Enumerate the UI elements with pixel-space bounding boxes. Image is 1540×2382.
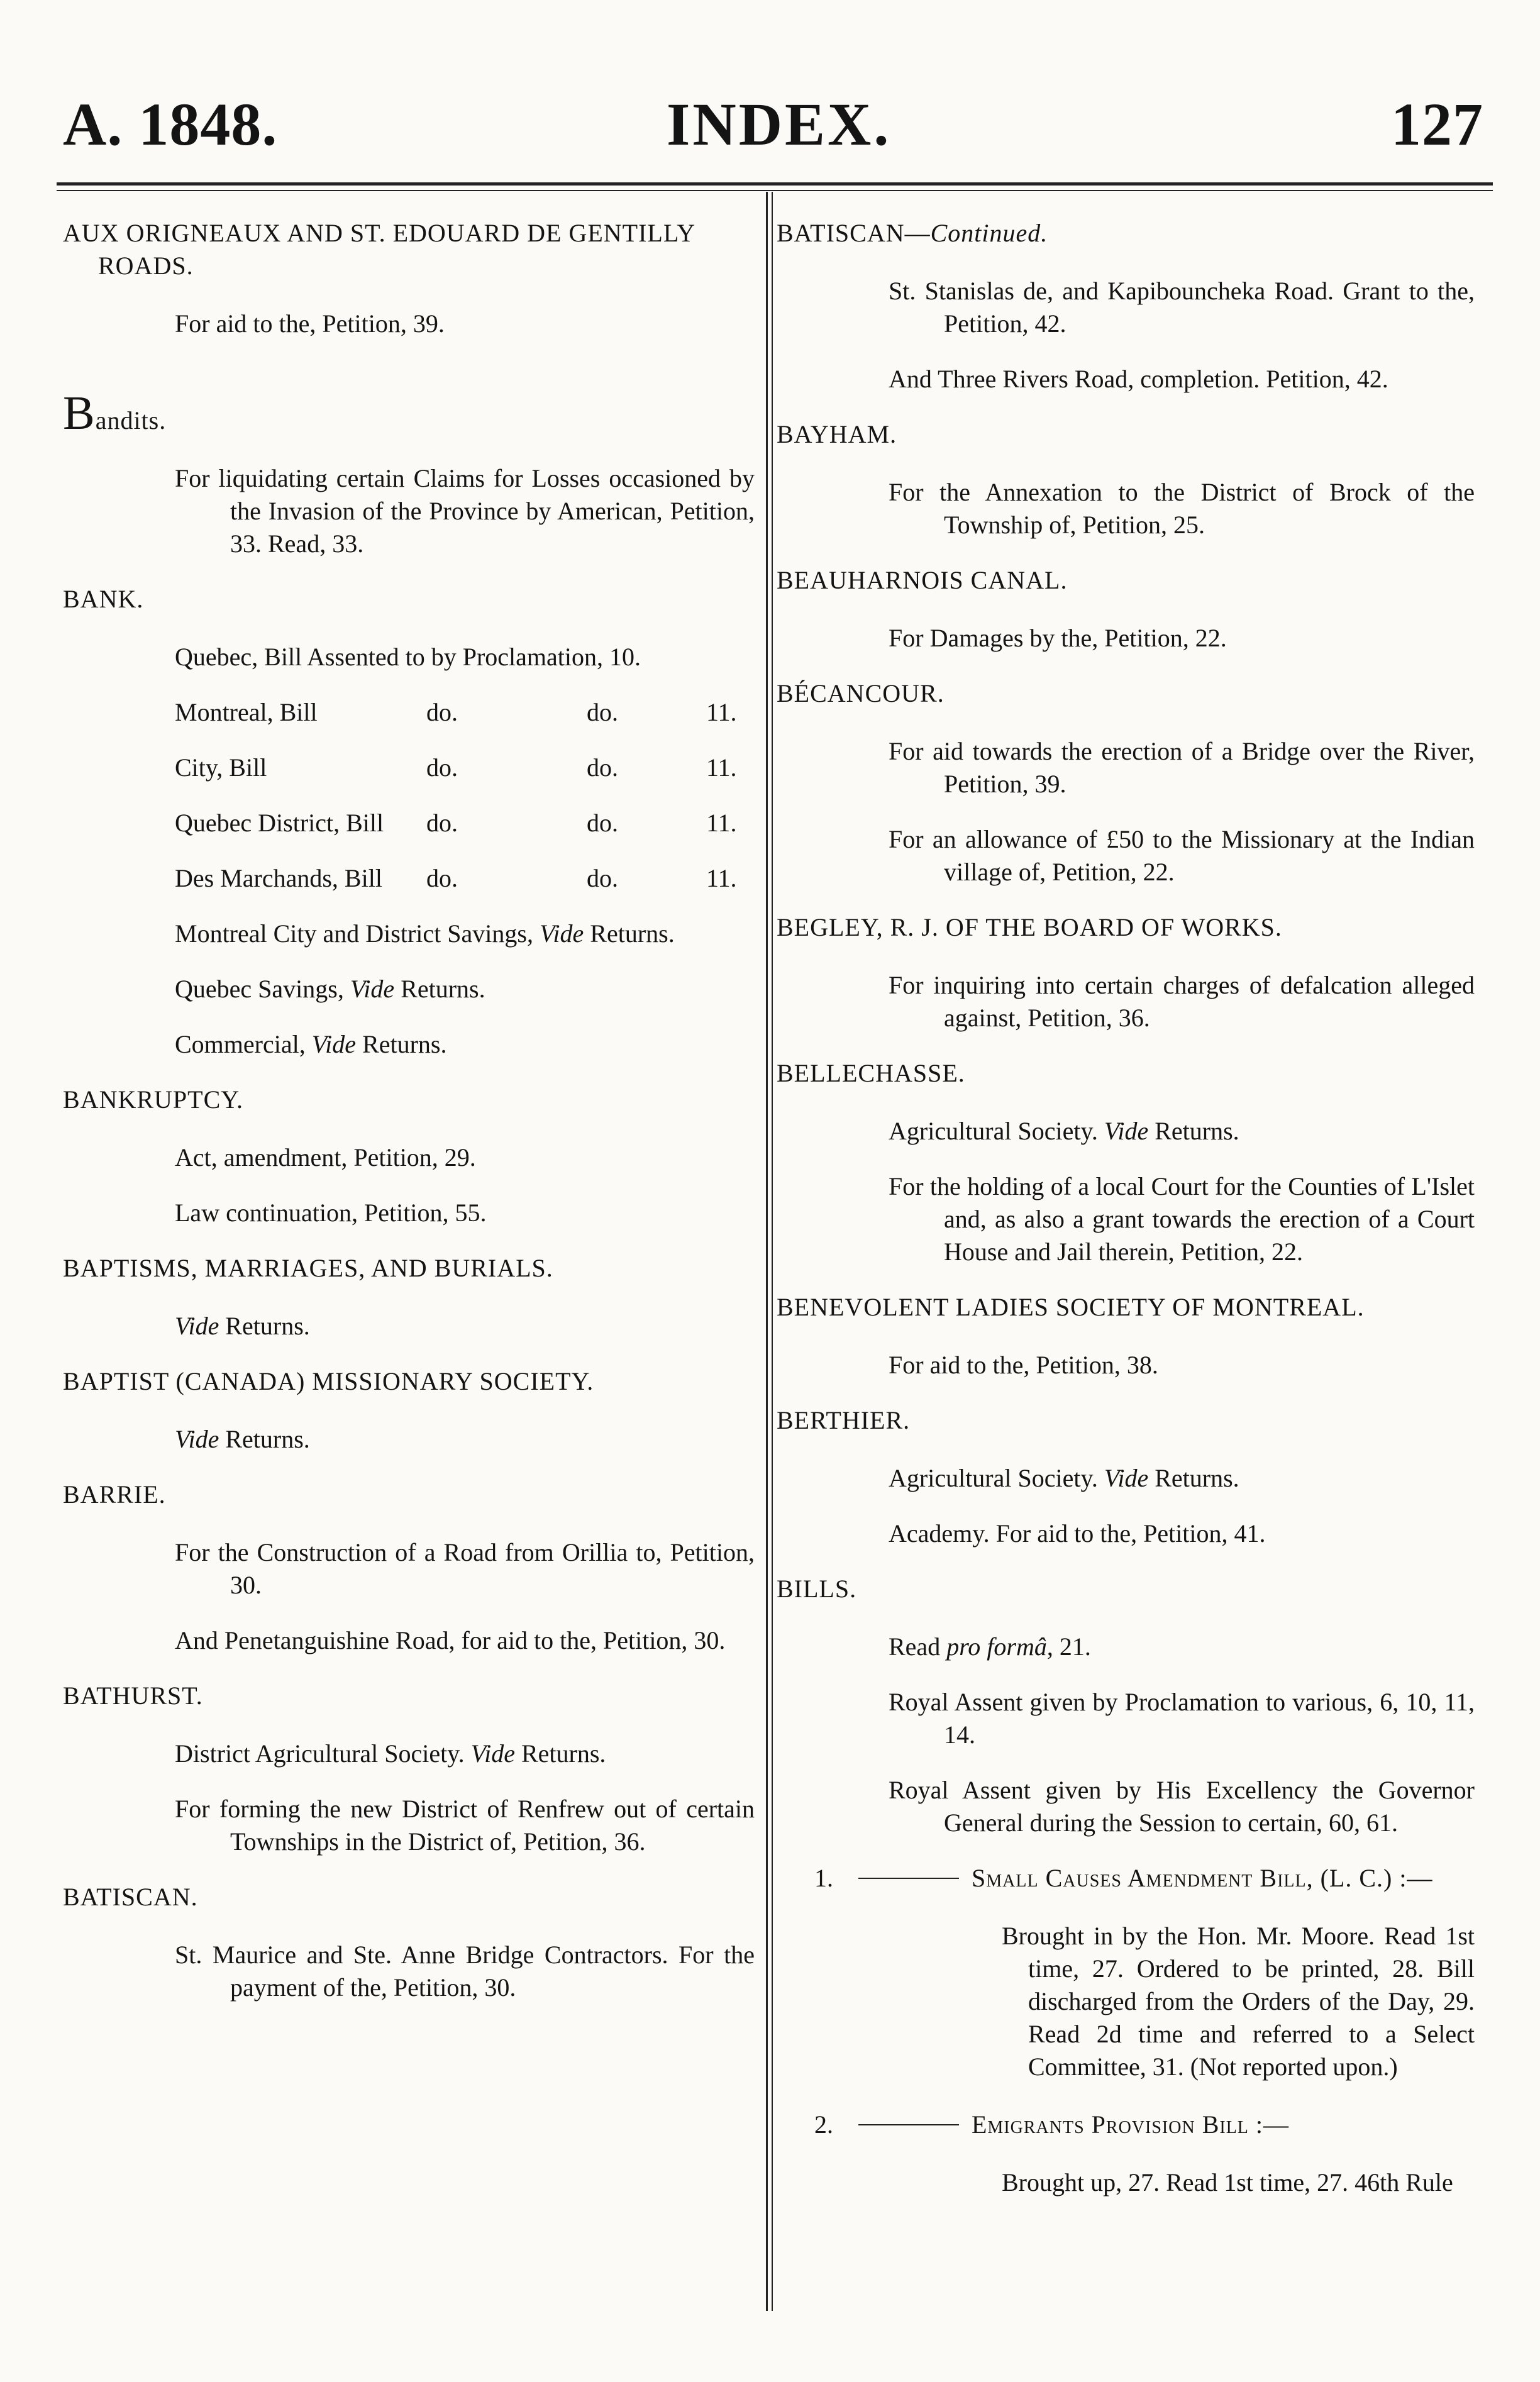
bank-cell: 11. <box>706 864 737 892</box>
entry <box>63 1310 755 1343</box>
dash-rule <box>858 1878 959 1879</box>
vide-text: Vide <box>1104 1117 1149 1145</box>
heading-baptisms: BAPTISMS, MARRIAGES, AND BURIALS. <box>63 1254 553 1282</box>
bank-cell: 11. <box>706 698 737 726</box>
bill-2-line <box>777 2108 1475 2141</box>
entry-text: Montreal City and District Savings, <box>175 919 540 948</box>
entry <box>63 1028 755 1061</box>
bill-2-body: Brought up, 27. Read 1st time, 27. 46th Rule <box>1002 2168 1453 2196</box>
bank-cell: Des Marchands, Bill <box>175 864 382 892</box>
heading-bellechasse: BELLECHASSE. <box>777 1059 965 1087</box>
entry: Royal Assent given by His Excellency the Governor General during the Session to certain, 60, 61. <box>889 1776 1475 1837</box>
right-column <box>777 217 1475 2224</box>
heading-bayham: BAYHAM. <box>777 420 897 448</box>
bank-cell: do. <box>426 753 458 782</box>
entry-text: Agricultural Society. <box>889 1464 1104 1492</box>
entry-text: Quebec Savings, <box>175 975 350 1003</box>
entry: For liquidating certain Claims for Losses occasioned by the Invasion of the Province by American, Petition, 33. Read, 33. <box>175 464 755 558</box>
heading-bankruptcy: BANKRUPTCY. <box>63 1085 243 1114</box>
continued-text: Continued. <box>930 219 1048 247</box>
bank-cell: do. <box>587 698 618 726</box>
heading-bandits: Bandits. <box>63 387 167 440</box>
bank-row <box>63 641 755 673</box>
bank-row <box>63 696 755 729</box>
column-divider <box>766 192 768 2311</box>
entry: For the holding of a local Court for the Counties of L'Islet and, as also a grant towards the erection of a Court House and Jail therein, Petition, 22. <box>889 1172 1475 1266</box>
entry: For forming the new District of Renfrew out of certain Townships in the District of, Petition, 36. <box>175 1795 755 1856</box>
entry: Royal Assent given by Proclamation to various, 6, 10, 11, 14. <box>889 1688 1475 1749</box>
entry-text: Returns. <box>515 1739 606 1768</box>
bank-row-text: Quebec, Bill Assented to by Proclamation, 10. <box>175 643 641 671</box>
bank-cell: do. <box>587 753 618 782</box>
bank-cell: 11. <box>706 753 737 782</box>
vide-text: Vide <box>539 919 584 948</box>
bank-cell: 11. <box>706 809 737 837</box>
entry: For the Annexation to the District of Brock of the Township of, Petition, 25. <box>889 478 1475 539</box>
entry: For aid towards the erection of a Bridge over the River, Petition, 39. <box>889 737 1475 798</box>
entry-text: Returns. <box>219 1312 310 1340</box>
entry-text: Read <box>889 1632 947 1661</box>
entry-text: Returns. <box>584 919 675 948</box>
header-rule-thin <box>57 190 1493 191</box>
bank-row <box>63 751 755 784</box>
heading-benevolent-ladies: BENEVOLENT LADIES SOCIETY OF MONTREAL. <box>777 1293 1365 1321</box>
entry <box>63 973 755 1005</box>
entry: And Penetanguishine Road, for aid to the, Petition, 30. <box>175 1626 726 1654</box>
entry-text: Commercial, <box>175 1030 312 1058</box>
dash-rule <box>858 2124 959 2125</box>
heading-batiscan: BATISCAN. <box>63 1883 198 1911</box>
vide-text: Vide <box>470 1739 515 1768</box>
bank-cell: do. <box>587 864 618 892</box>
bank-row <box>63 862 755 895</box>
bank-cell: do. <box>426 864 458 892</box>
bill-1-line <box>777 1862 1475 1895</box>
vide-text: Vide <box>175 1425 219 1453</box>
entry: St. Stanislas de, and Kapibouncheka Road. Grant to the, Petition, 42. <box>889 277 1475 338</box>
entry <box>63 1737 755 1770</box>
column-divider-inner <box>772 192 773 2311</box>
heading-text: BATISCAN— <box>777 219 931 247</box>
bank-cell: Montreal, Bill <box>175 698 318 726</box>
header-title: INDEX. <box>667 91 892 158</box>
entry: For aid to the, Petition, 38. <box>889 1351 1158 1379</box>
heading-begley: BEGLEY, R. J. OF THE BOARD OF WORKS. <box>777 913 1282 941</box>
heading-batiscan-continued <box>777 217 1475 250</box>
entry-text: , 21. <box>1046 1632 1091 1661</box>
bill-number: 2. <box>814 2110 833 2139</box>
header-page-number: 127 <box>1391 91 1483 158</box>
entry <box>63 1423 755 1456</box>
bank-cell: do. <box>426 809 458 837</box>
heading-becancour: BÉCANCOUR. <box>777 679 944 707</box>
bank-cell: Quebec District, Bill <box>175 809 384 837</box>
bank-cell: do. <box>587 809 618 837</box>
entry: For Damages by the, Petition, 22. <box>889 624 1227 652</box>
entry <box>777 1115 1475 1148</box>
bill-title: Emigrants Provision Bill :— <box>972 2110 1290 2139</box>
heading-beauharnois: BEAUHARNOIS CANAL. <box>777 566 1068 594</box>
entry: For aid to the, Petition, 39. <box>175 309 445 338</box>
vide-text: Vide <box>311 1030 357 1058</box>
heading-bills: BILLS. <box>777 1575 857 1603</box>
header-rule-thick <box>57 182 1493 186</box>
entry <box>63 917 755 950</box>
entry-text: District Agricultural Society. <box>175 1739 471 1768</box>
heading-aux-origneaux: AUX ORIGNEAUX AND ST. EDOUARD DE GENTILLY ROADS. <box>63 219 695 280</box>
entry <box>777 1631 1475 1663</box>
bill-number: 1. <box>814 1864 833 1892</box>
entry-text: Agricultural Society. <box>889 1117 1104 1145</box>
vide-text: Vide <box>1104 1464 1149 1492</box>
bank-cell: City, Bill <box>175 753 267 782</box>
italic-text: pro formâ <box>946 1632 1047 1661</box>
bank-row <box>63 807 755 839</box>
entry: For inquiring into certain charges of defalcation alleged against, Petition, 36. <box>889 971 1475 1032</box>
entry-text: Returns. <box>1148 1464 1239 1492</box>
heading-baptist-society: BAPTIST (CANADA) MISSIONARY SOCIETY. <box>63 1367 594 1395</box>
entry-text: Returns. <box>219 1425 310 1453</box>
heading-bathurst: BATHURST. <box>63 1681 203 1710</box>
bill-title: Small Causes Amendment Bill, (L. C.) :— <box>972 1864 1433 1892</box>
left-column <box>63 217 755 2027</box>
heading-berthier: BERTHIER. <box>777 1406 911 1434</box>
entry-text: Returns. <box>394 975 485 1003</box>
entry <box>777 1462 1475 1495</box>
entry: For an allowance of £50 to the Missionary at the Indian village of, Petition, 22. <box>889 825 1475 886</box>
entry: Law continuation, Petition, 55. <box>175 1199 487 1227</box>
bill-1-body: Brought in by the Hon. Mr. Moore. Read 1st time, 27. Ordered to be printed, 28. Bill discharged from the Orders of the Day, 29. Read 2d time and referred to a Select Committee, 31. (Not reported upon.) <box>1002 1922 1475 2081</box>
bank-cell: do. <box>426 698 458 726</box>
entry: Academy. For aid to the, Petition, 41. <box>889 1519 1266 1548</box>
header-year: A. 1848. <box>63 91 278 158</box>
heading-bank: BANK. <box>63 585 144 613</box>
entry: St. Maurice and Ste. Anne Bridge Contractors. For the payment of the, Petition, 30. <box>175 1941 755 2002</box>
entry-text: Returns. <box>1148 1117 1239 1145</box>
vide-text: Vide <box>350 975 395 1003</box>
vide-text: Vide <box>175 1312 219 1340</box>
heading-barrie: BARRIE. <box>63 1480 166 1509</box>
entry-text: Returns. <box>356 1030 447 1058</box>
entry: For the Construction of a Road from Orillia to, Petition, 30. <box>175 1538 755 1599</box>
entry: Act, amendment, Petition, 29. <box>175 1143 476 1172</box>
entry: And Three Rivers Road, completion. Petition, 42. <box>889 365 1388 393</box>
